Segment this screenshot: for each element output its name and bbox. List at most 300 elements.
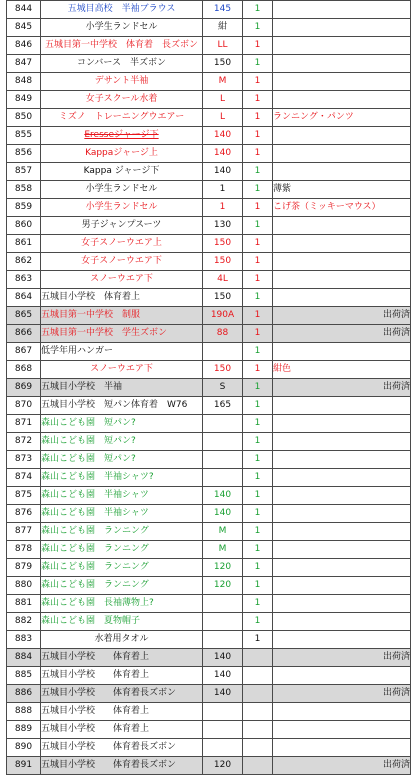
item-name-cell[interactable]: [41, 433, 203, 451]
item-quantity-cell[interactable]: [243, 415, 273, 433]
item-note-cell[interactable]: [273, 217, 411, 235]
item-note-cell[interactable]: [273, 397, 411, 415]
item-number-cell[interactable]: [7, 145, 41, 163]
item-size-cell[interactable]: [203, 595, 243, 613]
item-note-cell[interactable]: [273, 577, 411, 595]
item-name-cell-text: 五城目小学校 体育着上: [41, 652, 150, 662]
item-quantity-cell[interactable]: [243, 91, 273, 109]
item-size-cell[interactable]: [203, 163, 243, 181]
item-number-cell[interactable]: [7, 721, 41, 739]
item-quantity-cell[interactable]: [243, 595, 273, 613]
item-quantity-cell[interactable]: [243, 235, 273, 253]
item-number-cell-text: 879: [14, 562, 33, 572]
item-size-cell[interactable]: [203, 253, 243, 271]
item-name-cell[interactable]: [41, 415, 203, 433]
item-quantity-cell[interactable]: [243, 145, 273, 163]
table-row[interactable]: [7, 739, 411, 757]
item-size-cell[interactable]: [203, 379, 243, 397]
item-number-cell[interactable]: [7, 253, 41, 271]
item-number-cell-text: 845: [14, 22, 33, 32]
item-name-cell[interactable]: [41, 343, 203, 361]
item-name-cell-text: 水着用タオル: [94, 634, 149, 644]
item-size-cell[interactable]: [203, 109, 243, 127]
item-note-cell[interactable]: [273, 739, 411, 757]
item-size-cell[interactable]: [203, 19, 243, 37]
item-quantity-cell[interactable]: [243, 505, 273, 523]
item-number-cell[interactable]: [7, 667, 41, 685]
item-quantity-cell[interactable]: [243, 487, 273, 505]
table-row[interactable]: [7, 235, 411, 253]
item-size-cell[interactable]: [203, 487, 243, 505]
table-row[interactable]: [7, 73, 411, 91]
item-quantity-cell[interactable]: [243, 271, 273, 289]
item-number-cell[interactable]: [7, 757, 41, 775]
table-row[interactable]: [7, 271, 411, 289]
item-number-cell-text: 885: [14, 670, 33, 680]
item-size-cell[interactable]: [203, 217, 243, 235]
item-size-cell[interactable]: [203, 649, 243, 667]
item-note-cell-text: 薄紫: [273, 184, 292, 194]
item-number-cell[interactable]: [7, 361, 41, 379]
item-number-cell[interactable]: [7, 505, 41, 523]
item-quantity-cell[interactable]: [243, 469, 273, 487]
item-quantity-cell-text: 1: [254, 562, 261, 572]
item-name-cell-text: 五城目小学校 体育着長ズボン: [41, 760, 177, 770]
item-quantity-cell[interactable]: [243, 757, 273, 775]
item-note-cell[interactable]: [273, 379, 411, 397]
item-number-cell[interactable]: [7, 415, 41, 433]
inventory-table: [6, 0, 411, 775]
table-row[interactable]: [7, 757, 411, 775]
item-note-cell[interactable]: [273, 289, 411, 307]
item-note-cell[interactable]: [273, 91, 411, 109]
item-quantity-cell[interactable]: [243, 325, 273, 343]
item-name-cell[interactable]: [41, 721, 203, 739]
item-note-cell[interactable]: [273, 703, 411, 721]
item-name-cell[interactable]: [41, 487, 203, 505]
item-name-cell[interactable]: [41, 469, 203, 487]
item-size-cell[interactable]: [203, 523, 243, 541]
item-size-cell[interactable]: [203, 667, 243, 685]
item-number-cell[interactable]: [7, 523, 41, 541]
item-note-cell[interactable]: [273, 109, 411, 127]
item-size-cell[interactable]: [203, 289, 243, 307]
item-quantity-cell-text: 1: [254, 4, 261, 14]
item-size-cell-text: M: [218, 544, 227, 554]
item-size-cell[interactable]: [203, 55, 243, 73]
item-size-cell[interactable]: [203, 451, 243, 469]
item-note-cell[interactable]: [273, 127, 411, 145]
item-number-cell[interactable]: [7, 343, 41, 361]
item-number-cell[interactable]: [7, 595, 41, 613]
item-number-cell[interactable]: [7, 163, 41, 181]
item-size-cell[interactable]: [203, 181, 243, 199]
item-quantity-cell[interactable]: [243, 163, 273, 181]
item-note-cell[interactable]: [273, 613, 411, 631]
item-quantity-cell[interactable]: [243, 397, 273, 415]
item-quantity-cell[interactable]: [243, 253, 273, 271]
item-number-cell[interactable]: [7, 289, 41, 307]
item-name-cell-text: 森山こども園 短パン?: [41, 454, 136, 464]
table-row[interactable]: [7, 109, 411, 127]
item-quantity-cell[interactable]: [243, 361, 273, 379]
item-number-cell[interactable]: [7, 307, 41, 325]
item-number-cell[interactable]: [7, 235, 41, 253]
table-row[interactable]: [7, 415, 411, 433]
item-size-cell[interactable]: [203, 469, 243, 487]
table-row[interactable]: [7, 469, 411, 487]
item-size-cell[interactable]: [203, 505, 243, 523]
item-quantity-cell[interactable]: [243, 739, 273, 757]
item-note-cell-text: 出荷済: [382, 328, 410, 338]
item-number-cell[interactable]: [7, 37, 41, 55]
item-number-cell[interactable]: [7, 217, 41, 235]
item-note-cell[interactable]: [273, 667, 411, 685]
table-row[interactable]: [7, 253, 411, 271]
item-note-cell[interactable]: [273, 469, 411, 487]
item-size-cell-text: 150: [213, 292, 232, 302]
item-quantity-cell[interactable]: [243, 19, 273, 37]
item-number-cell-text: 884: [14, 652, 33, 662]
item-note-cell[interactable]: [273, 523, 411, 541]
item-name-cell[interactable]: [41, 235, 203, 253]
item-quantity-cell[interactable]: [243, 703, 273, 721]
item-quantity-cell-text: 1: [254, 220, 261, 230]
item-name-cell[interactable]: [41, 289, 203, 307]
item-size-cell[interactable]: [203, 361, 243, 379]
item-size-cell[interactable]: [203, 145, 243, 163]
item-note-cell[interactable]: [273, 73, 411, 91]
item-note-cell[interactable]: [273, 145, 411, 163]
table-row[interactable]: [7, 127, 411, 145]
table-row[interactable]: [7, 361, 411, 379]
item-quantity-cell-text: 1: [254, 112, 261, 122]
item-size-cell[interactable]: [203, 343, 243, 361]
item-name-cell[interactable]: [41, 541, 203, 559]
item-note-cell[interactable]: [273, 541, 411, 559]
table-row[interactable]: [7, 541, 411, 559]
item-quantity-cell[interactable]: [243, 577, 273, 595]
item-name-cell[interactable]: [41, 199, 203, 217]
item-quantity-cell[interactable]: [243, 541, 273, 559]
table-row[interactable]: [7, 649, 411, 667]
item-quantity-cell-text: 1: [254, 598, 261, 608]
item-quantity-cell-text: 1: [254, 616, 261, 626]
item-quantity-cell[interactable]: [243, 73, 273, 91]
table-row[interactable]: [7, 721, 411, 739]
table-row[interactable]: [7, 577, 411, 595]
item-size-cell[interactable]: [203, 739, 243, 757]
item-note-cell[interactable]: [273, 55, 411, 73]
item-name-cell[interactable]: [41, 271, 203, 289]
item-size-cell[interactable]: [203, 325, 243, 343]
item-size-cell[interactable]: [203, 703, 243, 721]
item-number-cell[interactable]: [7, 649, 41, 667]
item-number-cell[interactable]: [7, 91, 41, 109]
item-quantity-cell-text: 1: [254, 292, 261, 302]
item-name-cell-text: 森山こども園 夏物帽子: [41, 616, 141, 626]
item-name-cell[interactable]: [41, 109, 203, 127]
table-row[interactable]: [7, 703, 411, 721]
item-note-cell[interactable]: [273, 595, 411, 613]
item-name-cell[interactable]: [41, 19, 203, 37]
item-quantity-cell[interactable]: [243, 55, 273, 73]
item-quantity-cell[interactable]: [243, 199, 273, 217]
item-size-cell[interactable]: [203, 37, 243, 55]
item-size-cell[interactable]: [203, 73, 243, 91]
item-note-cell[interactable]: [273, 253, 411, 271]
item-name-cell[interactable]: [41, 91, 203, 109]
item-size-cell[interactable]: [203, 235, 243, 253]
item-size-cell[interactable]: [203, 721, 243, 739]
item-size-cell[interactable]: [203, 1, 243, 19]
item-quantity-cell[interactable]: [243, 109, 273, 127]
table-row[interactable]: [7, 1, 411, 19]
item-name-cell[interactable]: [41, 145, 203, 163]
item-number-cell-text: 858: [14, 184, 33, 194]
item-note-cell[interactable]: [273, 721, 411, 739]
item-note-cell[interactable]: [273, 37, 411, 55]
item-number-cell[interactable]: [7, 469, 41, 487]
item-size-cell-text: 145: [213, 4, 232, 14]
item-number-cell[interactable]: [7, 685, 41, 703]
item-note-cell[interactable]: [273, 649, 411, 667]
item-number-cell[interactable]: [7, 109, 41, 127]
item-note-cell[interactable]: [273, 1, 411, 19]
item-size-cell[interactable]: [203, 91, 243, 109]
item-number-cell-text: 870: [14, 400, 33, 410]
item-number-cell-text: 888: [14, 706, 33, 716]
table-row[interactable]: [7, 613, 411, 631]
item-number-cell[interactable]: [7, 577, 41, 595]
table-row[interactable]: [7, 289, 411, 307]
item-name-cell[interactable]: [41, 253, 203, 271]
item-size-cell[interactable]: [203, 271, 243, 289]
item-name-cell[interactable]: [41, 217, 203, 235]
item-name-cell[interactable]: [41, 523, 203, 541]
item-number-cell-text: 874: [14, 472, 33, 482]
item-name-cell[interactable]: [41, 379, 203, 397]
table-row[interactable]: [7, 487, 411, 505]
item-quantity-cell-text: 1: [254, 490, 261, 500]
table-row[interactable]: [7, 451, 411, 469]
table-row[interactable]: [7, 55, 411, 73]
item-note-cell[interactable]: [273, 235, 411, 253]
item-number-cell[interactable]: [7, 487, 41, 505]
item-note-cell[interactable]: [273, 415, 411, 433]
item-name-cell-text: 五城目小学校 体育着長ズボン: [41, 688, 177, 698]
item-name-cell-text: 五城目第一中学校 学生ズボン: [41, 328, 168, 338]
item-quantity-cell[interactable]: [243, 451, 273, 469]
item-name-cell[interactable]: [41, 757, 203, 775]
item-size-cell[interactable]: [203, 307, 243, 325]
item-quantity-cell[interactable]: [243, 181, 273, 199]
item-note-cell[interactable]: [273, 343, 411, 361]
item-number-cell-text: 864: [14, 292, 33, 302]
item-name-cell[interactable]: [41, 325, 203, 343]
item-quantity-cell[interactable]: [243, 127, 273, 145]
table-row[interactable]: [7, 19, 411, 37]
item-number-cell[interactable]: [7, 199, 41, 217]
item-size-cell[interactable]: [203, 577, 243, 595]
item-number-cell[interactable]: [7, 433, 41, 451]
item-note-cell-text: 紺色: [273, 364, 292, 374]
item-quantity-cell[interactable]: [243, 217, 273, 235]
table-row[interactable]: [7, 379, 411, 397]
item-number-cell-text: 873: [14, 454, 33, 464]
item-name-cell[interactable]: [41, 703, 203, 721]
table-row[interactable]: [7, 343, 411, 361]
item-size-cell[interactable]: [203, 685, 243, 703]
table-row[interactable]: [7, 523, 411, 541]
item-size-cell[interactable]: [203, 199, 243, 217]
item-note-cell[interactable]: [273, 685, 411, 703]
item-quantity-cell[interactable]: [243, 613, 273, 631]
item-note-cell[interactable]: [273, 361, 411, 379]
item-number-cell[interactable]: [7, 559, 41, 577]
item-number-cell[interactable]: [7, 55, 41, 73]
item-name-cell[interactable]: [41, 649, 203, 667]
item-number-cell[interactable]: [7, 271, 41, 289]
table-row[interactable]: [7, 325, 411, 343]
table-row[interactable]: [7, 559, 411, 577]
item-name-cell[interactable]: [41, 613, 203, 631]
item-quantity-cell[interactable]: [243, 289, 273, 307]
item-number-cell[interactable]: [7, 451, 41, 469]
item-quantity-cell[interactable]: [243, 379, 273, 397]
item-name-cell[interactable]: [41, 163, 203, 181]
table-row[interactable]: [7, 181, 411, 199]
item-quantity-cell[interactable]: [243, 1, 273, 19]
item-number-cell[interactable]: [7, 379, 41, 397]
item-name-cell[interactable]: [41, 739, 203, 757]
item-name-cell[interactable]: [41, 397, 203, 415]
item-name-cell[interactable]: [41, 505, 203, 523]
table-row[interactable]: [7, 145, 411, 163]
table-row[interactable]: [7, 397, 411, 415]
item-quantity-cell[interactable]: [243, 649, 273, 667]
table-row[interactable]: [7, 433, 411, 451]
item-quantity-cell[interactable]: [243, 37, 273, 55]
item-size-cell[interactable]: [203, 127, 243, 145]
item-size-cell-text: 165: [213, 400, 232, 410]
item-number-cell[interactable]: [7, 181, 41, 199]
item-note-cell[interactable]: [273, 199, 411, 217]
item-size-cell[interactable]: [203, 613, 243, 631]
item-name-cell-text: 五城目小学校 体育着上: [41, 670, 150, 680]
item-note-cell[interactable]: [273, 19, 411, 37]
item-size-cell[interactable]: [203, 541, 243, 559]
item-name-cell-text: Kappaジャージ上: [85, 148, 158, 158]
item-number-cell[interactable]: [7, 325, 41, 343]
item-note-cell[interactable]: [273, 271, 411, 289]
item-number-cell[interactable]: [7, 703, 41, 721]
item-name-cell[interactable]: [41, 127, 203, 145]
item-note-cell[interactable]: [273, 325, 411, 343]
item-note-cell[interactable]: [273, 307, 411, 325]
item-number-cell[interactable]: [7, 613, 41, 631]
item-size-cell-text: 130: [213, 220, 232, 230]
item-number-cell-text: 866: [14, 328, 33, 338]
item-size-cell[interactable]: [203, 559, 243, 577]
item-quantity-cell[interactable]: [243, 523, 273, 541]
item-quantity-cell-text: 1: [254, 346, 261, 356]
item-note-cell[interactable]: [273, 163, 411, 181]
item-number-cell[interactable]: [7, 397, 41, 415]
item-number-cell[interactable]: [7, 1, 41, 19]
item-quantity-cell-text: 1: [254, 454, 261, 464]
item-size-cell[interactable]: [203, 757, 243, 775]
table-row[interactable]: [7, 685, 411, 703]
item-name-cell[interactable]: [41, 181, 203, 199]
item-name-cell-text: 森山こども園 半袖シャツ?: [41, 472, 154, 482]
item-name-cell[interactable]: [41, 577, 203, 595]
item-name-cell[interactable]: [41, 559, 203, 577]
item-quantity-cell[interactable]: [243, 559, 273, 577]
item-name-cell[interactable]: [41, 1, 203, 19]
item-number-cell-text: 878: [14, 544, 33, 554]
item-quantity-cell[interactable]: [243, 343, 273, 361]
item-size-cell[interactable]: [203, 433, 243, 451]
item-quantity-cell[interactable]: [243, 685, 273, 703]
table-row[interactable]: [7, 307, 411, 325]
item-quantity-cell-text: 1: [254, 400, 261, 410]
item-number-cell[interactable]: [7, 127, 41, 145]
item-name-cell[interactable]: [41, 55, 203, 73]
item-note-cell-text: 出荷済: [382, 382, 410, 392]
item-quantity-cell[interactable]: [243, 433, 273, 451]
table-row[interactable]: [7, 91, 411, 109]
item-name-cell[interactable]: [41, 361, 203, 379]
item-note-cell[interactable]: [273, 181, 411, 199]
item-name-cell[interactable]: [41, 667, 203, 685]
item-note-cell[interactable]: [273, 487, 411, 505]
table-row[interactable]: [7, 595, 411, 613]
item-number-cell[interactable]: [7, 73, 41, 91]
item-name-cell[interactable]: [41, 685, 203, 703]
item-quantity-cell[interactable]: [243, 307, 273, 325]
item-name-cell[interactable]: [41, 37, 203, 55]
item-note-cell[interactable]: [273, 451, 411, 469]
item-note-cell[interactable]: [273, 559, 411, 577]
item-note-cell[interactable]: [273, 505, 411, 523]
item-name-cell[interactable]: [41, 451, 203, 469]
table-row[interactable]: [7, 505, 411, 523]
item-name-cell[interactable]: [41, 307, 203, 325]
item-size-cell[interactable]: [203, 415, 243, 433]
item-note-cell[interactable]: [273, 433, 411, 451]
item-quantity-cell[interactable]: [243, 721, 273, 739]
item-name-cell[interactable]: [41, 73, 203, 91]
item-name-cell-text: 女子スクール水着: [85, 94, 158, 104]
item-name-cell[interactable]: [41, 595, 203, 613]
table-row[interactable]: [7, 667, 411, 685]
item-number-cell[interactable]: [7, 739, 41, 757]
item-number-cell-text: 890: [14, 742, 33, 752]
table-row[interactable]: [7, 37, 411, 55]
item-size-cell[interactable]: [203, 397, 243, 415]
item-note-cell[interactable]: [273, 757, 411, 775]
table-row[interactable]: [7, 163, 411, 181]
item-name-cell-text: 五城目小学校 体育着上: [41, 706, 150, 716]
table-row[interactable]: [7, 199, 411, 217]
item-number-cell[interactable]: [7, 541, 41, 559]
item-quantity-cell-text: 1: [254, 544, 261, 554]
item-quantity-cell[interactable]: [243, 667, 273, 685]
item-number-cell-text: 881: [14, 598, 33, 608]
item-number-cell[interactable]: [7, 19, 41, 37]
table-row[interactable]: [7, 217, 411, 235]
